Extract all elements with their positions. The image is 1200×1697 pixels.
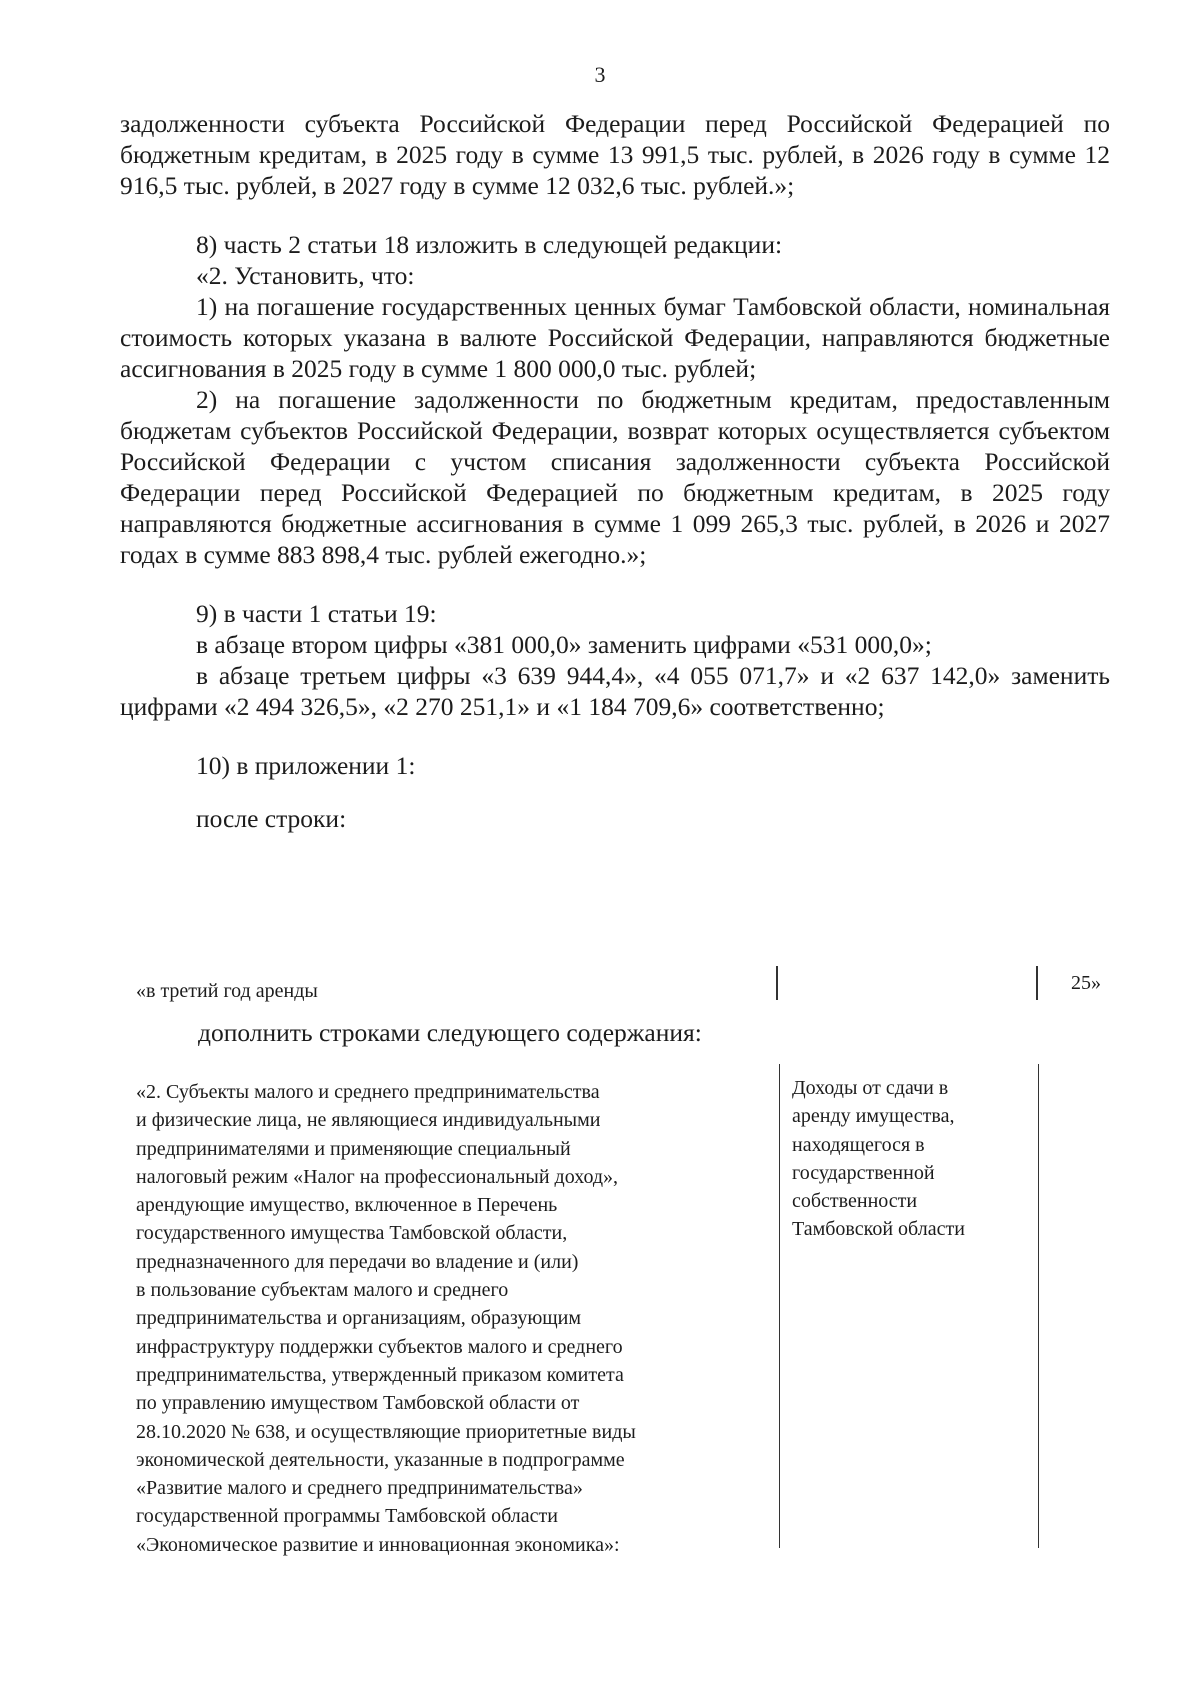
paragraph-item-8: 8) часть 2 статьи 18 изложить в следующей редакции: — [196, 230, 783, 259]
text-line: государственного имущества Тамбовской области, — [136, 1222, 568, 1245]
text-line: Доходы от сдачи в — [792, 1077, 949, 1099]
supplement-heading: дополнить строками следующего содержания: — [198, 1018, 702, 1047]
text-line: инфраструктуру поддержки субъектов малого и среднего — [136, 1335, 623, 1358]
text-line: налоговый режим «Налог на профессиональный доход», — [136, 1165, 619, 1188]
text-line: в пользование субъектам малого и среднего — [136, 1279, 509, 1302]
text-line: экономической деятельности, указанные в подпрограмме — [136, 1448, 625, 1471]
paragraph-establish: «2. Установить, что: — [196, 261, 415, 290]
table-row-old — [136, 966, 1116, 1004]
text-line: государственной — [792, 1161, 935, 1184]
new-row-description — [136, 1078, 766, 1559]
text-line: и физические лица, не являющиеся индивидуальными — [136, 1109, 601, 1132]
paragraph-after-row: после строки: — [196, 804, 347, 833]
paragraph-item-9: 9) в части 1 статьи 19: — [196, 599, 437, 628]
text-line: «Развитие малого и среднего предпринимательства» — [136, 1477, 583, 1500]
paragraph-subitem-1: 1) на погашение государственных ценных бумаг Тамбовской области, номинальная стоимость которых указана в валюте Российской Федерации, направляются бюджетные ассигнования в 2025 году в сумме 1 800 000,0 тыс. рублей; — [120, 292, 1110, 383]
text-line: предназначенного для передачи во владение и (или) — [136, 1250, 579, 1273]
document-body — [120, 108, 1110, 834]
old-row-description: «в третий год аренды — [136, 980, 318, 1002]
page-number: 3 — [594, 62, 606, 87]
paragraph-debt-continuation: задолженности субъекта Российской Федерации перед Российской Федерацией по бюджетным кредитам, в 2025 году в сумме 13 991,5 тыс. рублей, в 2026 году в сумме 12 916,5 тыс. рублей, в 2027 году в сумме 12 032,6 тыс. рублей.»; — [120, 109, 1110, 200]
column-divider — [776, 966, 778, 1000]
text-line: государственной программы Тамбовской области — [136, 1505, 558, 1528]
paragraph-subitem-2: 2) на погашение задолженности по бюджетным кредитам, предоставленным бюджетам субъектов Российской Федерации, возврат которых осуществляется субъектом Российской Федерации с учстом списания задолженности субъекта Российской Федерации перед Российской Федерацией по бюджетным кредитам, в 2025 году направляются бюджетные ассигнования в сумме 1 099 265,3 тыс. рублей, в 2026 и 2027 годах в сумме 883 898,4 тыс. рублей ежегодно.»; — [120, 385, 1110, 569]
text-line: собственности — [792, 1190, 918, 1213]
text-line: 28.10.2020 № 638, и осуществляющие приоритетные виды — [136, 1420, 636, 1443]
table-row-new — [136, 1064, 1116, 1554]
text-line: «2. Субъекты малого и среднего предпринимательства — [136, 1081, 600, 1103]
paragraph-second-abzac: в абзаце втором цифры «381 000,0» заменить цифрами «531 000,0»; — [196, 630, 932, 659]
text-line: предпринимателями и применяющие специальный — [136, 1137, 571, 1160]
old-row-value: 25» — [1071, 972, 1101, 994]
column-divider — [1038, 1064, 1039, 1548]
text-line: Тамбовской области — [792, 1218, 965, 1241]
paragraph-third-abzac: в абзаце третьем цифры «3 639 944,4», «4 055 071,7» и «2 637 142,0» заменить цифрами «2 494 326,5», «2 270 251,1» и «1 184 709,6» соответственно; — [120, 661, 1110, 721]
text-line: находящегося в — [792, 1133, 925, 1156]
text-line: предпринимательства, утвержденный приказом комитета — [136, 1363, 624, 1386]
paragraph-item-10: 10) в приложении 1: — [196, 751, 416, 780]
text-line: по управлению имуществом Тамбовской области от — [136, 1392, 580, 1415]
text-line: арендующие имущество, включенное в Перечень — [136, 1194, 558, 1217]
column-divider — [1036, 966, 1038, 1000]
text-line: аренду имущества, — [792, 1105, 955, 1128]
new-row-income-type — [792, 1074, 1017, 1244]
column-divider — [779, 1064, 780, 1548]
text-line: «Экономическое развитие и инновационная экономика»: — [136, 1533, 620, 1556]
text-line: предпринимательства и организациям, образующим — [136, 1307, 582, 1330]
